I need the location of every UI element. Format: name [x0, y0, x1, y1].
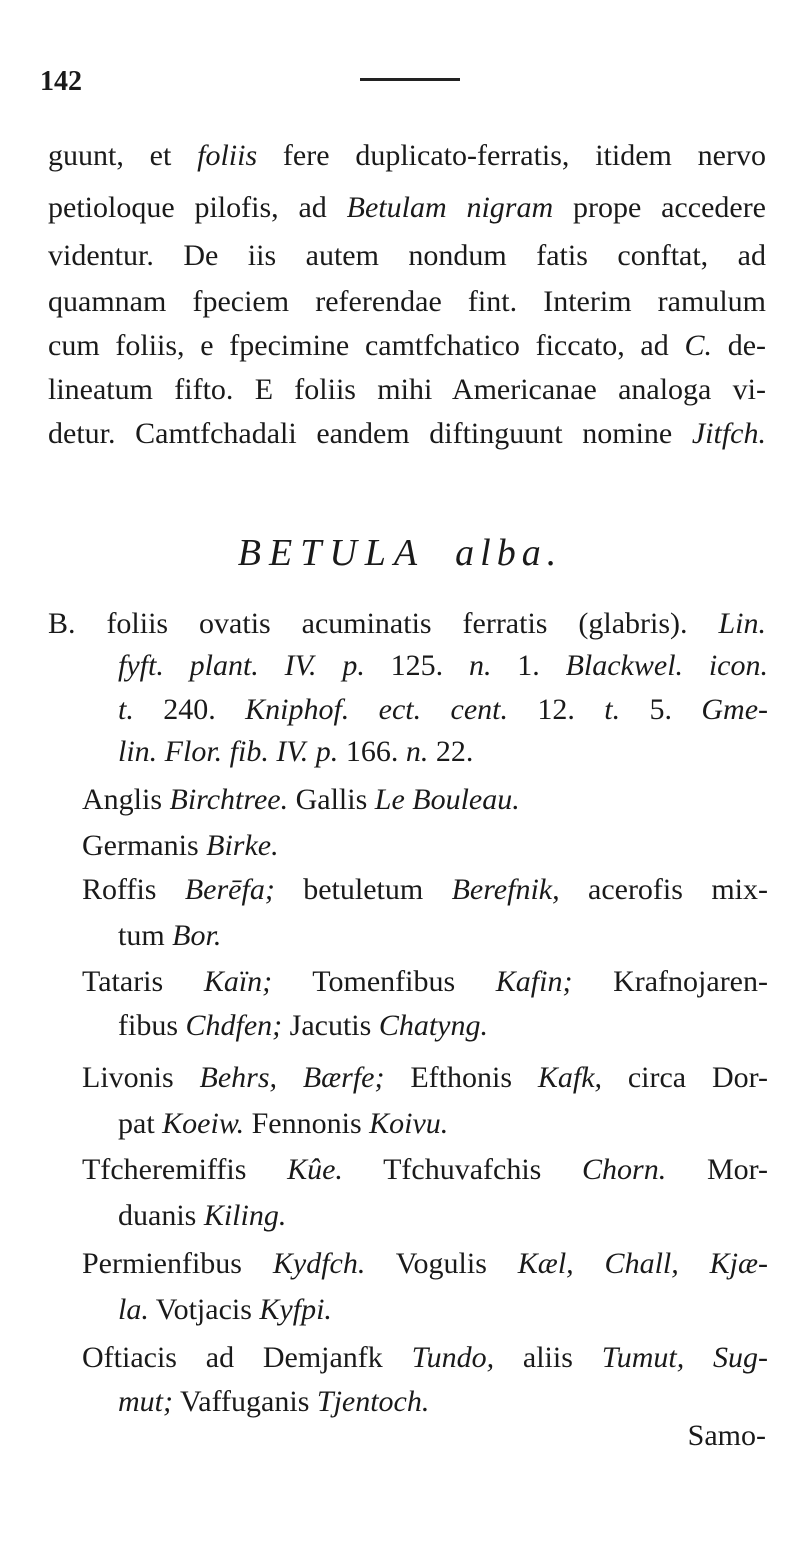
names-line: Roffis Berēfa; betuletum Berefnik, acerofis mix- — [82, 873, 768, 906]
header-rule — [360, 78, 460, 81]
intro-line: lineatum fifto. E foliis mihi Americanae analoga vi- — [48, 373, 766, 406]
species-heading: BETULA alba. — [237, 532, 563, 574]
names-line: Permienfibus Kydfch. Vogulis Kæl, Chall, Kjæ- — [82, 1247, 768, 1280]
intro-line: guunt, et foliis fere duplicato-ferratis, itidem nervo — [48, 139, 766, 172]
intro-line: quamnam fpeciem referendae fint. Interim ramulum — [48, 285, 766, 318]
description-line: lin. Flor. fib. IV. p. 166. n. 22. — [118, 735, 474, 768]
description-line: B. foliis ovatis acuminatis ferratis (glabris). Lin. — [48, 607, 766, 640]
description-line: t. 240. Kniphof. ect. cent. 12. t. 5. Gme- — [118, 693, 768, 726]
names-line: Tataris Kaïn; Tomenfibus Kafin; Krafnojaren- — [82, 965, 768, 998]
names-line: la. Votjacis Kyfpi. — [118, 1293, 332, 1326]
page-number: 142 — [40, 66, 82, 97]
names-line: Livonis Behrs, Bærfe; Efthonis Kafk, circa Dor- — [82, 1061, 769, 1094]
intro-line: petioloque pilofis, ad Betulam nigram prope accedere — [48, 191, 767, 224]
intro-line: videntur. De iis autem nondum fatis conftat, ad — [48, 239, 766, 272]
names-line: Tfcheremiffis Kûe. Tfchuvafchis Chorn. Mor- — [82, 1153, 768, 1186]
intro-line: detur. Camtfchadali eandem diftinguunt nomine Jitfch. — [48, 417, 766, 450]
catchword: Samo- — [687, 1419, 766, 1452]
names-line: Oftiacis ad Demjanfk Tundo, aliis Tumut, Sug- — [82, 1341, 768, 1374]
names-line: fibus Chdfen; Jacutis Chatyng. — [118, 1009, 488, 1042]
names-line: pat Koeiw. Fennonis Koivu. — [118, 1107, 449, 1140]
intro-line: cum foliis, e fpecimine camtfchatico ficcato, ad C. de- — [48, 329, 766, 362]
description-line: fyft. plant. IV. p. 125. n. 1. Blackwel. icon. — [118, 649, 768, 682]
names-line: duanis Kiling. — [118, 1199, 287, 1232]
names-line: Germanis Birke. — [82, 829, 279, 862]
names-line: tum Bor. — [118, 919, 222, 952]
names-line: mut; Vaffuganis Tjentoch. — [118, 1385, 430, 1418]
names-line: Anglis Birchtree. Gallis Le Bouleau. — [82, 783, 520, 816]
